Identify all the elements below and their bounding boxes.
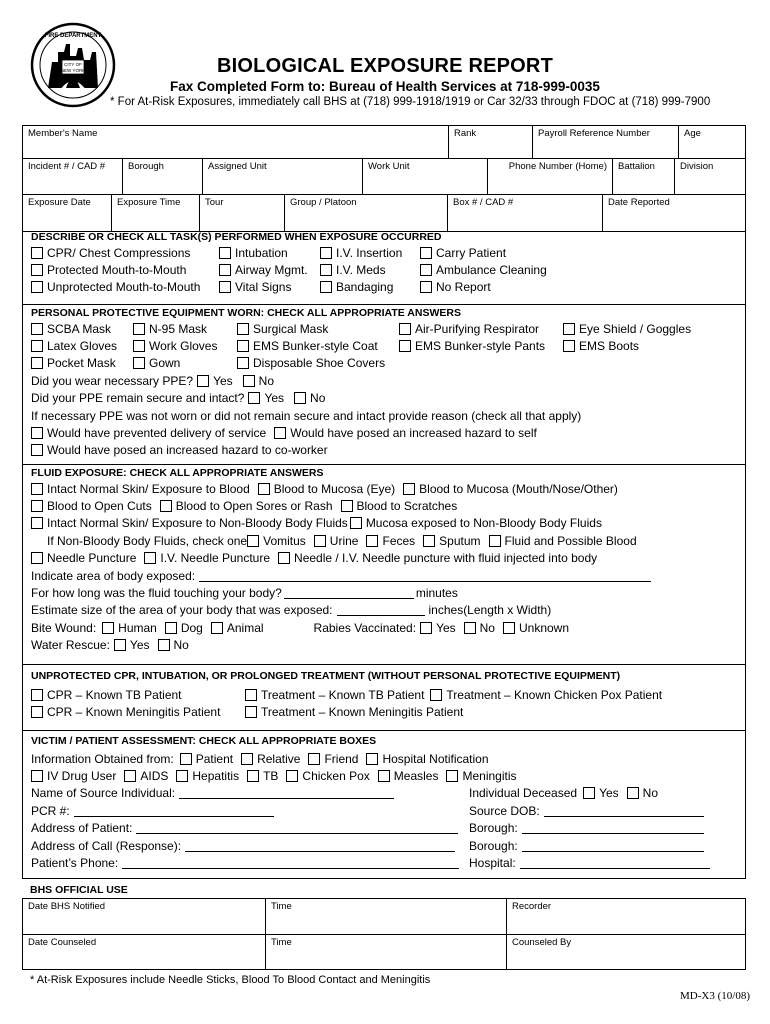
checkbox[interactable] xyxy=(399,340,411,352)
checkbox[interactable] xyxy=(314,535,326,547)
fluid-option[interactable]: Blood to Open Cuts xyxy=(31,499,152,513)
tasks-heading: DESCRIBE OR CHECK ALL TASK(S) PERFORMED WHEN EXPOSURE OCCURRED xyxy=(31,231,442,243)
fluid-option[interactable]: Blood to Mucosa (Eye) xyxy=(258,482,395,496)
checkbox[interactable] xyxy=(31,264,43,276)
checkbox[interactable] xyxy=(133,340,145,352)
puncture-option[interactable]: Needle / I.V. Needle puncture with fluid injected into body xyxy=(278,551,597,565)
checkbox[interactable] xyxy=(31,427,43,439)
body-area-label: Indicate area of body exposed: xyxy=(31,568,196,583)
date-reported-field[interactable]: Date Reported xyxy=(608,197,670,208)
bite-wound-label: Bite Wound: xyxy=(31,620,97,635)
checkbox[interactable] xyxy=(237,357,249,369)
task-option[interactable]: Vital Signs xyxy=(219,280,320,294)
nonbloody-option[interactable]: Urine xyxy=(314,534,359,548)
call-address-label: Address of Call (Response): xyxy=(31,838,182,853)
checkbox[interactable] xyxy=(563,323,575,335)
ppe-option[interactable]: Work Gloves xyxy=(133,339,237,353)
hospital-label: Hospital: xyxy=(469,856,516,871)
body-area-input[interactable] xyxy=(199,570,651,582)
checkbox[interactable] xyxy=(133,323,145,335)
checkbox[interactable] xyxy=(31,483,43,495)
inches-label: inches(Length x Width) xyxy=(428,603,552,618)
ppe-option[interactable]: EMS Bunker-style Coat xyxy=(237,339,399,353)
checkbox[interactable] xyxy=(31,281,43,293)
borough-input-1[interactable] xyxy=(522,822,704,834)
water-option[interactable]: No xyxy=(158,638,189,652)
reason-option[interactable]: Would have posed an increased hazard to co-worker xyxy=(31,443,328,457)
unprotected-option[interactable]: CPR – Known TB Patient xyxy=(31,688,245,702)
checkbox[interactable] xyxy=(237,323,249,335)
bite-option[interactable]: Animal xyxy=(211,621,264,635)
counseled-by-field[interactable]: Counseled By xyxy=(512,937,572,948)
checkbox[interactable] xyxy=(124,770,136,782)
date-bhs-notified-field[interactable]: Date BHS Notified xyxy=(23,899,266,934)
ppe-worn-question: Did you wear necessary PPE? xyxy=(31,373,194,388)
checkbox[interactable] xyxy=(160,500,172,512)
checkbox[interactable] xyxy=(420,281,432,293)
rabies-option[interactable]: Unknown xyxy=(503,621,569,635)
checkbox[interactable] xyxy=(31,770,43,782)
condition-option[interactable]: Measles xyxy=(378,769,439,783)
incident-field[interactable]: Incident # / CAD # xyxy=(23,159,123,194)
tasks-section xyxy=(22,229,746,305)
checkbox[interactable] xyxy=(320,247,332,259)
checkbox[interactable] xyxy=(320,281,332,293)
victim-assessment-section xyxy=(22,731,746,879)
info-obtained-label: Information Obtained from: xyxy=(31,751,174,766)
checkbox[interactable] xyxy=(366,753,378,765)
task-option[interactable]: No Report xyxy=(420,280,491,294)
ppe-option[interactable]: Eye Shield / Goggles xyxy=(563,322,691,336)
reason-option[interactable]: Would have posed an increased hazard to self xyxy=(274,426,537,440)
checkbox[interactable] xyxy=(31,517,43,529)
exposure-date-field[interactable]: Exposure Date xyxy=(23,195,112,231)
borough-label-1: Borough: xyxy=(469,821,518,836)
fluid-option[interactable]: Blood to Open Sores or Rash xyxy=(160,499,333,513)
assigned-unit-field[interactable]: Assigned Unit xyxy=(203,159,363,194)
nonbloody-label: If Non-Bloody Body Fluids, check one xyxy=(47,533,248,548)
recorder-field[interactable]: Recorder xyxy=(512,901,552,912)
checkbox[interactable] xyxy=(423,535,435,547)
checkbox[interactable] xyxy=(165,622,177,634)
area-size-label: Estimate size of the area of your body that was exposed: xyxy=(31,603,333,618)
checkbox[interactable] xyxy=(403,483,415,495)
puncture-option[interactable]: I.V. Needle Puncture xyxy=(144,551,270,565)
ppe-intact-no[interactable]: No xyxy=(294,391,325,405)
fluid-option[interactable]: Mucosa exposed to Non-Bloody Body Fluids xyxy=(350,516,602,530)
ppe-reason-instruction: If necessary PPE was not worn or did not remain secure and intact provide reason (check all that apply) xyxy=(31,408,582,423)
checkbox[interactable] xyxy=(366,535,378,547)
checkbox[interactable] xyxy=(420,247,432,259)
unprotected-option[interactable]: Treatment – Known Meningitis Patient xyxy=(245,705,463,719)
victim-heading: VICTIM / PATIENT ASSESSMENT: CHECK ALL APPROPRIATE BOXES xyxy=(31,735,377,747)
condition-option[interactable]: Meningitis xyxy=(446,769,516,783)
bhs-time-field[interactable]: Time xyxy=(266,899,507,934)
source-name-input[interactable] xyxy=(179,787,394,799)
seal-city-text: CITY OF xyxy=(64,62,82,67)
fluid-exposure-section xyxy=(22,465,746,665)
ppe-option[interactable]: SCBA Mask xyxy=(31,322,133,336)
seal-ny-text: NEW YORK xyxy=(60,68,86,73)
tour-field[interactable]: Tour xyxy=(200,195,285,231)
water-option[interactable]: Yes xyxy=(114,638,150,652)
checkbox[interactable] xyxy=(350,517,362,529)
checkbox[interactable] xyxy=(420,622,432,634)
duration-input[interactable] xyxy=(284,587,414,599)
task-option[interactable]: Carry Patient xyxy=(420,246,506,260)
unprotected-option[interactable]: CPR – Known Meningitis Patient xyxy=(31,705,245,719)
bhs-heading: BHS OFFICIAL USE xyxy=(30,884,128,896)
checkbox[interactable] xyxy=(219,281,231,293)
ppe-intact-question: Did your PPE remain secure and intact? xyxy=(31,391,245,406)
borough-field[interactable]: Borough xyxy=(123,159,203,194)
checkbox[interactable] xyxy=(627,787,639,799)
ppe-option[interactable]: Latex Gloves xyxy=(31,339,133,353)
minutes-label: minutes xyxy=(415,586,458,601)
call-address-input[interactable] xyxy=(185,840,455,852)
checkbox[interactable] xyxy=(31,689,43,701)
checkbox[interactable] xyxy=(274,427,286,439)
member-info-grid xyxy=(22,125,746,232)
water-rescue-label: Water Rescue: xyxy=(31,638,110,653)
checkbox[interactable] xyxy=(464,622,476,634)
fluid-heading: FLUID EXPOSURE: CHECK ALL APPROPRIATE ANSWERS xyxy=(31,467,324,479)
ppe-intact-yes[interactable]: Yes xyxy=(248,391,284,405)
unprotected-option[interactable]: Treatment – Known TB Patient xyxy=(245,688,424,702)
checkbox[interactable] xyxy=(31,552,43,564)
checkbox[interactable] xyxy=(144,552,156,564)
nonbloody-option[interactable]: Vomitus xyxy=(247,534,306,548)
task-option[interactable]: Intubation xyxy=(219,246,320,260)
date-counseled-field[interactable]: Date Counseled xyxy=(23,935,266,970)
task-option[interactable]: I.V. Meds xyxy=(320,263,420,277)
condition-option[interactable]: IV Drug User xyxy=(31,769,116,783)
fluid-option[interactable]: Blood to Scratches xyxy=(341,499,458,513)
checkbox[interactable] xyxy=(241,753,253,765)
member-name-field[interactable]: Member's Name xyxy=(23,126,449,158)
task-option[interactable]: CPR/ Chest Compressions xyxy=(31,246,219,260)
checkbox[interactable] xyxy=(446,770,458,782)
ppe-heading: PERSONAL PROTECTIVE EQUIPMENT WORN: CHECK ALL APPROPRIATE ANSWERS xyxy=(31,307,461,319)
condition-option[interactable]: Chicken Pox xyxy=(286,769,369,783)
checkbox[interactable] xyxy=(430,689,442,701)
checkbox[interactable] xyxy=(133,357,145,369)
checkbox[interactable] xyxy=(258,483,270,495)
seal-top-text: FIRE DEPARTMENT xyxy=(44,33,102,39)
info-source-option[interactable]: Relative xyxy=(241,752,300,766)
unprotected-option[interactable]: Treatment – Known Chicken Pox Patient xyxy=(430,688,662,702)
ppe-option[interactable]: Gown xyxy=(133,356,237,370)
source-name-label: Name of Source Individual: xyxy=(31,786,176,801)
info-source-option[interactable]: Hospital Notification xyxy=(366,752,488,766)
exposure-time-field[interactable]: Exposure Time xyxy=(112,195,200,231)
area-size-input[interactable] xyxy=(337,604,425,616)
form-title: BIOLOGICAL EXPOSURE REPORT xyxy=(217,55,553,77)
checkbox[interactable] xyxy=(286,770,298,782)
ppe-section xyxy=(22,305,746,465)
nonbloody-option[interactable]: Feces xyxy=(366,534,415,548)
checkbox[interactable] xyxy=(31,323,43,335)
patient-address-label: Address of Patient: xyxy=(31,821,133,836)
checkbox[interactable] xyxy=(158,639,170,651)
ppe-option[interactable]: EMS Bunker-style Pants xyxy=(399,339,563,353)
checkbox[interactable] xyxy=(278,552,290,564)
borough-input-2[interactable] xyxy=(522,840,704,852)
ppe-option[interactable]: Surgical Mask xyxy=(237,322,399,336)
bhs-official-grid xyxy=(22,898,746,970)
bite-option[interactable]: Human xyxy=(102,621,157,635)
fax-instruction: Fax Completed Form to: Bureau of Health Services at 718-999-0035 xyxy=(170,79,600,94)
patient-phone-label: Patient’s Phone: xyxy=(31,856,119,871)
checkbox[interactable] xyxy=(341,500,353,512)
deceased-label: Individual Deceased xyxy=(469,786,578,801)
rabies-label: Rabies Vaccinated: xyxy=(313,620,417,635)
hospital-input[interactable] xyxy=(520,857,710,869)
task-option[interactable]: Ambulance Cleaning xyxy=(420,263,547,277)
checkbox[interactable] xyxy=(31,357,43,369)
checkbox[interactable] xyxy=(102,622,114,634)
ppe-worn-yes[interactable]: Yes xyxy=(197,374,233,388)
task-option[interactable]: I.V. Insertion xyxy=(320,246,420,260)
pcr-label: PCR #: xyxy=(31,803,70,818)
checkbox[interactable] xyxy=(180,753,192,765)
checkbox[interactable] xyxy=(31,500,43,512)
checkbox[interactable] xyxy=(563,340,575,352)
nonbloody-option[interactable]: Fluid and Possible Blood xyxy=(489,534,637,548)
fluid-option[interactable]: Blood to Mucosa (Mouth/Nose/Other) xyxy=(403,482,618,496)
payroll-field[interactable]: Payroll Reference Number xyxy=(533,126,679,158)
condition-option[interactable]: TB xyxy=(247,769,278,783)
at-risk-instruction: * For At-Risk Exposures, immediately call BHS at (718) 999-1918/1919 or Car 32/33 through FDOC at (718) 999-7900 xyxy=(110,96,711,108)
duration-label: For how long was the fluid touching your body? xyxy=(31,586,282,601)
reason-option[interactable]: Would have prevented delivery of service xyxy=(31,426,266,440)
checkbox[interactable] xyxy=(294,392,306,404)
checkbox[interactable] xyxy=(176,770,188,782)
rank-field[interactable]: Rank xyxy=(449,126,533,158)
task-option[interactable]: Airway Mgmt. xyxy=(219,263,320,277)
ppe-option[interactable]: Disposable Shoe Covers xyxy=(237,356,385,370)
nonbloody-option[interactable]: Sputum xyxy=(423,534,480,548)
bite-option[interactable]: Dog xyxy=(165,621,203,635)
checkbox[interactable] xyxy=(248,392,260,404)
condition-option[interactable]: AIDS xyxy=(124,769,168,783)
checkbox[interactable] xyxy=(219,247,231,259)
checkbox[interactable] xyxy=(197,375,209,387)
ppe-option[interactable]: Air-Purifying Respirator xyxy=(399,322,563,336)
info-source-option[interactable]: Friend xyxy=(308,752,358,766)
condition-option[interactable]: Hepatitis xyxy=(176,769,239,783)
battalion-field[interactable]: Battalion xyxy=(613,159,675,194)
pcr-input[interactable] xyxy=(74,805,274,817)
source-dob-input[interactable] xyxy=(544,805,704,817)
work-unit-field[interactable]: Work Unit xyxy=(363,159,488,194)
fluid-option[interactable]: Intact Normal Skin/ Exposure to Blood xyxy=(31,482,250,496)
checkbox[interactable] xyxy=(31,706,43,718)
checkbox[interactable] xyxy=(211,622,223,634)
at-risk-footnote: * At-Risk Exposures include Needle Sticks, Blood To Blood Contact and Meningitis xyxy=(30,974,431,986)
division-field[interactable]: Division xyxy=(680,161,714,172)
checkbox[interactable] xyxy=(245,706,257,718)
checkbox[interactable] xyxy=(219,264,231,276)
checkbox[interactable] xyxy=(583,787,595,799)
rabies-option[interactable]: Yes xyxy=(420,621,456,635)
ppe-option[interactable]: EMS Boots xyxy=(563,339,639,353)
info-source-option[interactable]: Patient xyxy=(180,752,233,766)
checkbox[interactable] xyxy=(247,535,259,547)
patient-address-input[interactable] xyxy=(136,822,458,834)
source-dob-label: Source DOB: xyxy=(469,803,540,818)
task-option[interactable]: Bandaging xyxy=(320,280,420,294)
checkbox[interactable] xyxy=(237,340,249,352)
home-phone-field[interactable]: Phone Number (Home) xyxy=(488,159,613,194)
deceased-yes[interactable]: Yes xyxy=(583,786,619,800)
checkbox[interactable] xyxy=(420,264,432,276)
checkbox[interactable] xyxy=(31,340,43,352)
task-option[interactable]: Protected Mouth-to-Mouth xyxy=(31,263,219,277)
deceased-no[interactable]: No xyxy=(627,786,658,800)
borough-label-2: Borough: xyxy=(469,838,518,853)
age-field[interactable]: Age xyxy=(684,128,701,139)
checkbox[interactable] xyxy=(31,444,43,456)
checkbox[interactable] xyxy=(31,247,43,259)
rabies-option[interactable]: No xyxy=(464,621,495,635)
task-option[interactable]: Unprotected Mouth-to-Mouth xyxy=(31,280,219,294)
checkbox[interactable] xyxy=(489,535,501,547)
checkbox[interactable] xyxy=(114,639,126,651)
checkbox[interactable] xyxy=(399,323,411,335)
patient-phone-input[interactable] xyxy=(122,857,459,869)
checkbox[interactable] xyxy=(247,770,259,782)
box-cad-field[interactable]: Box # / CAD # xyxy=(448,195,603,231)
form-code: MD-X3 (10/08) xyxy=(680,990,750,1002)
counsel-time-field[interactable]: Time xyxy=(266,935,507,970)
checkbox[interactable] xyxy=(245,689,257,701)
checkbox[interactable] xyxy=(243,375,255,387)
checkbox[interactable] xyxy=(320,264,332,276)
fluid-option[interactable]: Intact Normal Skin/ Exposure to Non-Bloody Body Fluids xyxy=(31,516,348,530)
unprotected-heading: UNPROTECTED CPR, INTUBATION, OR PROLONGED TREATMENT (WITHOUT PERSONAL PROTECTIVE EQUIPMENT) xyxy=(31,670,621,682)
checkbox[interactable] xyxy=(378,770,390,782)
checkbox[interactable] xyxy=(308,753,320,765)
group-platoon-field[interactable]: Group / Platoon xyxy=(285,195,448,231)
unprotected-treatment-section xyxy=(22,665,746,731)
ppe-worn-no[interactable]: No xyxy=(243,374,274,388)
ppe-option[interactable]: N-95 Mask xyxy=(133,322,237,336)
checkbox[interactable] xyxy=(503,622,515,634)
puncture-option[interactable]: Needle Puncture xyxy=(31,551,136,565)
ppe-option[interactable]: Pocket Mask xyxy=(31,356,133,370)
